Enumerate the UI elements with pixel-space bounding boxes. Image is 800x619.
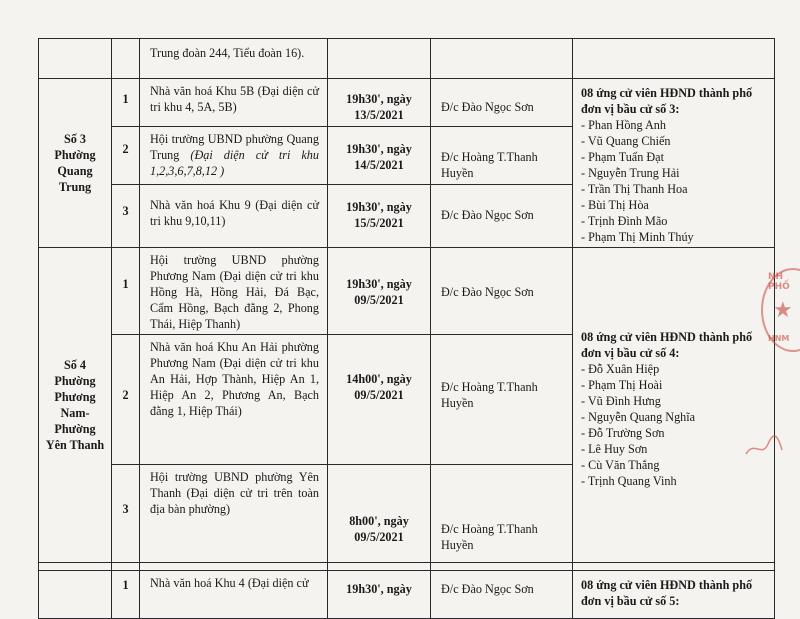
candidate-item: - Bùi Thị Hòa [581,198,649,212]
candidates-cell-5: 08 ứng cử viên HĐND thành phố đơn vị bầu cử số 5: [573,571,775,619]
location-cell: Hội trường UBND phường Phương Nam (Đại diện cử tri khu Hồng Hà, Hồng Hải, Đá Bạc, Cẩm Hồng, Bạch đằng 2, Phong Thái, Hiệp Thanh) [140,248,328,335]
signature-mark-icon [744,432,784,462]
candidate-item: - Nguyễn Trung Hải [581,166,680,180]
row-number: 1 [112,79,140,127]
host-cell: Đ/c Hoàng T.Thanh Huyền [431,335,573,465]
location-cell: Nhà văn hoá Khu An Hải phường Phương Nam (Đại diện cử tri khu An Hải, Hợp Thành, Hiệp An 1, Hiệp An 2, Phương An, Bạch đằng 1, Hiệp Thái) [140,335,328,465]
row-number: 3 [112,184,140,247]
candidate-item: - Lê Huy Sơn [581,442,648,456]
row-number: 2 [112,335,140,465]
location-cell: Nhà văn hoá Khu 5B (Đại diện cử tri khu 4, 5A, 5B) [140,79,328,127]
candidate-item: - Phan Hồng Anh [581,118,666,132]
candidate-item: - Trịnh Đình Mão [581,214,668,228]
no-cell [112,39,140,79]
candidate-item: - Trịnh Quang Vinh [581,474,677,488]
seal-text-bottom: HNM [768,334,790,343]
unit-cell [39,39,112,79]
time-cell: 14h00', ngày 09/5/2021 [328,335,431,465]
seal-star-icon: ★ [773,297,793,322]
time-cell: 19h30', ngày [328,571,431,619]
candidate-item: - Phạm Tuấn Đạt [581,150,664,164]
unit-label-5 [39,571,112,619]
candidate-item: - Vũ Đình Hưng [581,394,661,408]
host-cell: Đ/c Đào Ngọc Sơn [431,184,573,247]
location-cell: Trung đoàn 244, Tiểu đoàn 16). [140,39,328,79]
candidate-item: - Cù Văn Thắng [581,458,660,472]
location-cell: Nhà văn hoá Khu 4 (Đại diện cử [140,571,328,619]
host-cell: Đ/c Đào Ngọc Sơn [431,571,573,619]
host-cell [431,39,573,79]
table-row [39,79,775,127]
unit-label-4: Số 4 Phường Phương Nam- Phường Yên Thanh [39,248,112,563]
candidate-item: - Nguyễn Quang Nghĩa [581,410,696,424]
host-cell: Đ/c Hoàng T.Thanh Huyền [431,126,573,184]
unit-label-3: Số 3 Phường Quang Trung [39,79,112,248]
location-cell: Hội trường UBND phường Quang Trung (Đại diện cử tri khu 1,2,3,6,7,8,12 ) [140,126,328,184]
location-cell: Hội trường UBND phường Yên Thanh (Đại diện cử tri trên toàn địa bàn phường) [140,465,328,563]
host-cell: Đ/c Hoàng T.Thanh Huyền [431,465,573,563]
row-number: 1 [112,248,140,335]
candidates-cell-3: 08 ứng cử viên HĐND thành phố đơn vị bầu cử số 3: - Phan Hồng Anh - Vũ Quang Chiến - Phạm Tuấn Đạt - Nguyễn Trung Hải - Trần Thị Thanh Hoa - Bùi Thị Hòa - Trịnh Đình Mão - Phạm Thị Minh Thúy [573,79,775,248]
candidate-item: - Trần Thị Thanh Hoa [581,182,688,196]
candidate-item: - Đỗ Trường Sơn [581,426,665,440]
time-cell: 8h00', ngày 09/5/2021 [328,465,431,563]
host-cell: Đ/c Đào Ngọc Sơn [431,79,573,127]
time-cell [328,39,431,79]
time-cell: 19h30', ngày 13/5/2021 [328,79,431,127]
table-row [39,39,775,79]
candidate-item: - Phạm Thị Minh Thúy [581,230,694,244]
table-row [39,571,775,619]
candidates-cell [573,39,775,79]
row-number: 3 [112,465,140,563]
time-cell: 19h30', ngày 15/5/2021 [328,184,431,247]
time-cell: 19h30', ngày 09/5/2021 [328,248,431,335]
table-row [39,248,775,335]
host-cell: Đ/c Đào Ngọc Sơn [431,248,573,335]
candidate-item: - Đỗ Xuân Hiệp [581,362,660,376]
candidate-item: - Vũ Quang Chiến [581,134,671,148]
candidate-item: - Phạm Thị Hoài [581,378,663,392]
time-cell: 19h30', ngày 14/5/2021 [328,126,431,184]
row-number: 2 [112,126,140,184]
row-number: 1 [112,571,140,619]
location-cell: Nhà văn hoá Khu 9 (Đại diện cử tri khu 9,10,11) [140,184,328,247]
meeting-schedule-table [38,38,775,619]
candidates-cell-4: 08 ứng cử viên HĐND thành phố đơn vị bầu cử số 4: - Đỗ Xuân Hiệp - Phạm Thị Hoài - Vũ Đình Hưng - Nguyễn Quang Nghĩa - Đỗ Trường Sơn - Lê Huy Sơn - Cù Văn Thắng - Trịnh Quang Vinh [573,248,775,563]
seal-text-top: NH PHỐ [768,272,790,292]
